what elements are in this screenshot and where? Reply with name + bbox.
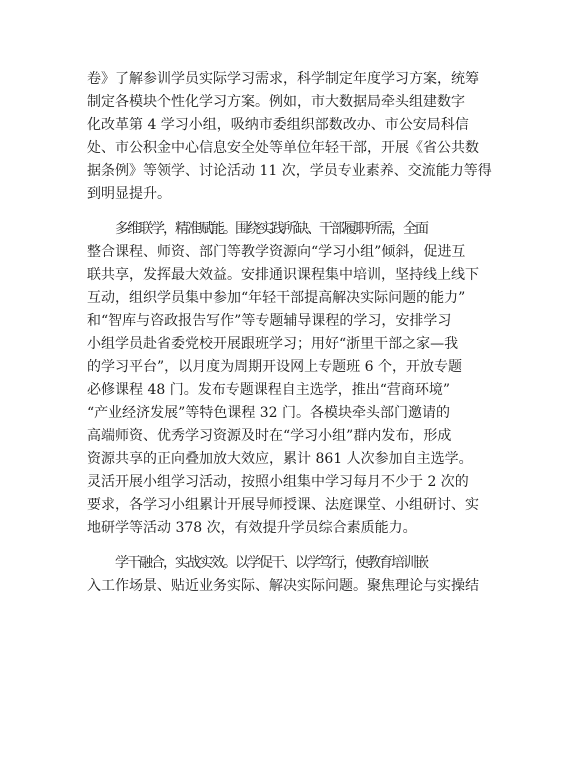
text-line: 整合课程、师资、部门等教学资源向“学习小组”倾斜，促进互 [87, 244, 466, 260]
text-line: “产业经济发展”等特色课程 32 门。各模块牵头部门邀请的 [87, 405, 451, 421]
text-line: 的学习平台”，以月度为周期开设网上专题班 6 个，开放专题 [87, 359, 462, 375]
paragraph-multi-dimensional-learning [87, 218, 507, 540]
text-line: 灵活开展小组学习活动，按照小组集中学习每月不少于 2 次的 [87, 474, 469, 490]
text-line: 联共享，发挥最大效益。安排通识课程集中培训，坚持线上线下 [87, 267, 479, 283]
text-line: 互动，组织学员集中参加“年轻干部提高解决实际问题的能力” [87, 290, 466, 306]
text-line: 入工作场景、贴近业务实际、解决实际问题。聚焦理论与实操结 [87, 578, 479, 594]
text-line: 到明显提升。 [87, 186, 171, 202]
text-line: 小组学员赴省委党校开展跟班学习；用好“浙里干部之家—我 [87, 336, 459, 352]
paragraph-learning-and-work [87, 552, 507, 598]
text-line: 制定各模块个性化学习方案。例如，市大数据局牵头组建数字 [87, 94, 465, 110]
text-line: 要求，各学习小组累计开展导师授课、法庭课堂、小组研讨、实 [87, 497, 479, 513]
text-line: 资源共享的正向叠加放大效应，累计 861 人次参加自主选学。 [87, 451, 473, 467]
text-line: 多维联学，精准赋能。围绕实践所缺、干部履职所需，全面 [115, 221, 427, 237]
text-line: 必修课程 48 门。发布专题课程自主选学，推出“营商环境” [87, 382, 451, 398]
text-line: 和“智库与咨政报告写作”等专题辅导课程的学习，安排学习 [87, 313, 452, 329]
text-line: 据条例》等领学、讨论活动 11 次，学员专业素养、交流能力等得 [87, 163, 492, 179]
text-line: 地研学等活动 378 次，有效提升学员综合素质能力。 [87, 520, 417, 536]
paragraph-learning-needs [87, 68, 507, 206]
text-line: 处、市公积金中心信息安全处等单位年轻干部，开展《省公共数 [87, 140, 479, 156]
text-line: 卷》了解参训学员实际学习需求，科学制定年度学习方案，统筹 [87, 71, 479, 87]
text-line: 化改革第 4 学习小组，吸纳市委组织部数改办、市公安局科信 [87, 117, 469, 133]
text-line: 高端师资、优秀学习资源及时在“学习小组”群内发布，形成 [87, 428, 452, 444]
document-body [87, 68, 507, 598]
text-line: 学干融合，实战实效。以学促干、以学笃行，使教育培训嵌 [115, 555, 427, 571]
